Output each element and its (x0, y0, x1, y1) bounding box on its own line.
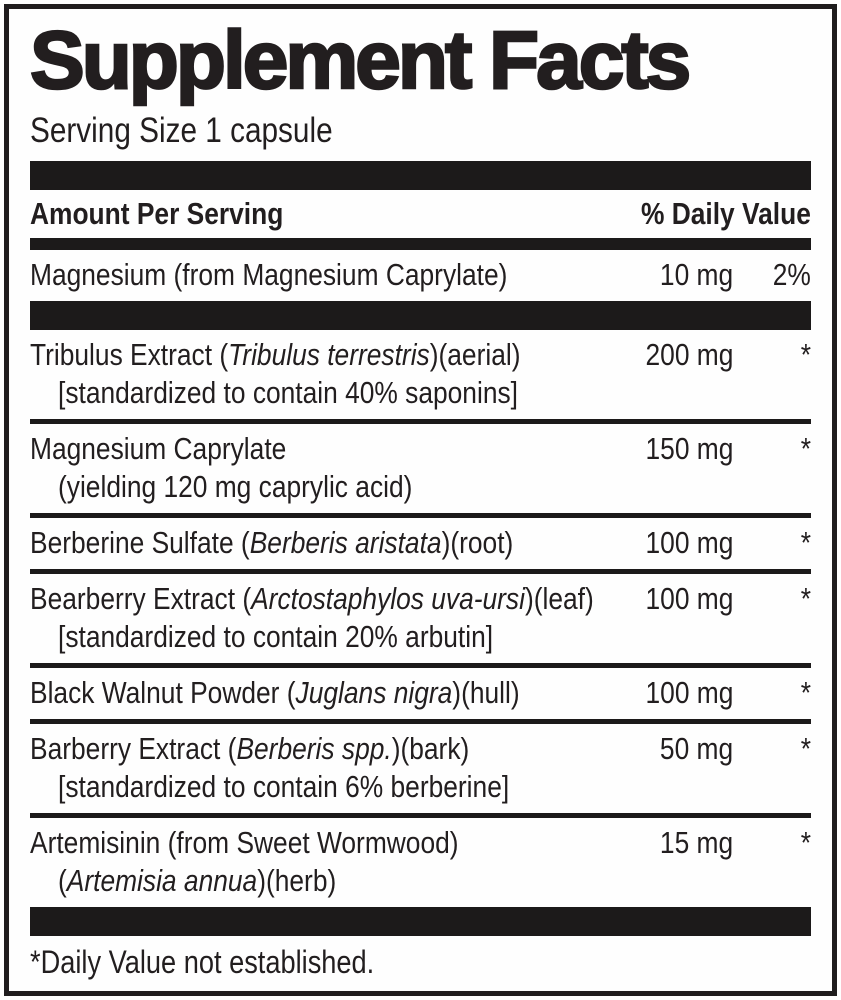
ingredient-subline: [standardized to contain 6% berberine] (58, 769, 510, 804)
ingredient-name: Magnesium (from Magnesium Caprylate) (30, 257, 508, 292)
ingredient-name: Black Walnut Powder (Juglans nigra)(hull) (30, 675, 520, 710)
ingredient-amount: 100 mg (645, 581, 733, 616)
ingredient-daily-value: * (800, 581, 811, 616)
supplement-facts-panel (4, 4, 837, 996)
ingredient-name: Bearberry Extract (Arctostaphylos uva-ursi)(leaf) (30, 581, 594, 616)
ingredient-subline: [standardized to contain 40% saponins] (58, 375, 518, 410)
section-bar (30, 301, 811, 330)
ingredient-daily-value: * (800, 731, 811, 766)
ingredient-row-grid (30, 430, 811, 467)
ingredient-name: Artemisinin (from Sweet Wormwood) (30, 825, 459, 860)
ingredient-daily-value: * (800, 825, 811, 860)
ingredient-row (30, 818, 811, 907)
ingredient-row (30, 668, 811, 719)
ingredient-amount: 50 mg (659, 731, 733, 766)
ingredient-daily-value: 2% (772, 257, 811, 292)
ingredient-row (30, 330, 811, 419)
ingredient-name: Barberry Extract (Berberis spp.)(bark) (30, 731, 470, 766)
ingredient-row-grid (30, 730, 811, 767)
section-bar-top (30, 161, 811, 190)
ingredient-row-grid (30, 580, 811, 617)
ingredient-amount: 200 mg (645, 337, 733, 372)
ingredient-daily-value: * (800, 675, 811, 710)
footnote (30, 936, 811, 981)
ingredient-row-grid (30, 674, 811, 711)
ingredient-name: Tribulus Extract (Tribulus terrestris)(aerial) (30, 337, 521, 372)
ingredient-row-grid (30, 336, 811, 373)
ingredient-row (30, 724, 811, 813)
ingredient-daily-value: * (800, 337, 811, 372)
header-divider-bar (30, 238, 811, 250)
panel-title: Supplement Facts (30, 15, 689, 106)
ingredient-row-grid (30, 256, 811, 293)
footnote-text: *Daily Value not established. (30, 944, 375, 980)
ingredient-rows (30, 250, 811, 936)
ingredient-subline: (yielding 120 mg caprylic acid) (58, 469, 413, 504)
ingredient-amount: 100 mg (645, 525, 733, 560)
ingredient-row (30, 250, 811, 301)
ingredient-subline: (Artemisia annua)(herb) (58, 863, 337, 898)
ingredient-amount: 100 mg (645, 675, 733, 710)
column-header-daily-value: % Daily Value (641, 196, 811, 231)
ingredient-row (30, 424, 811, 513)
ingredient-row-grid (30, 824, 811, 861)
ingredient-row (30, 518, 811, 569)
ingredient-name: Berberine Sulfate (Berberis aristata)(root) (30, 525, 514, 560)
serving-size-text: Serving Size 1 capsule (30, 111, 333, 150)
ingredient-subline: [standardized to contain 20% arbutin] (58, 619, 494, 654)
section-bar (30, 907, 811, 936)
ingredient-daily-value: * (800, 525, 811, 560)
ingredient-amount: 150 mg (645, 431, 733, 466)
ingredient-amount: 10 mg (659, 257, 733, 292)
serving-size (30, 111, 811, 151)
ingredient-name: Magnesium Caprylate (30, 431, 287, 466)
ingredient-row (30, 574, 811, 663)
ingredient-amount: 15 mg (659, 825, 733, 860)
column-header-row (30, 190, 811, 238)
ingredient-daily-value: * (800, 431, 811, 466)
column-header-amount: Amount Per Serving (30, 196, 284, 231)
ingredient-row-grid (30, 524, 811, 561)
